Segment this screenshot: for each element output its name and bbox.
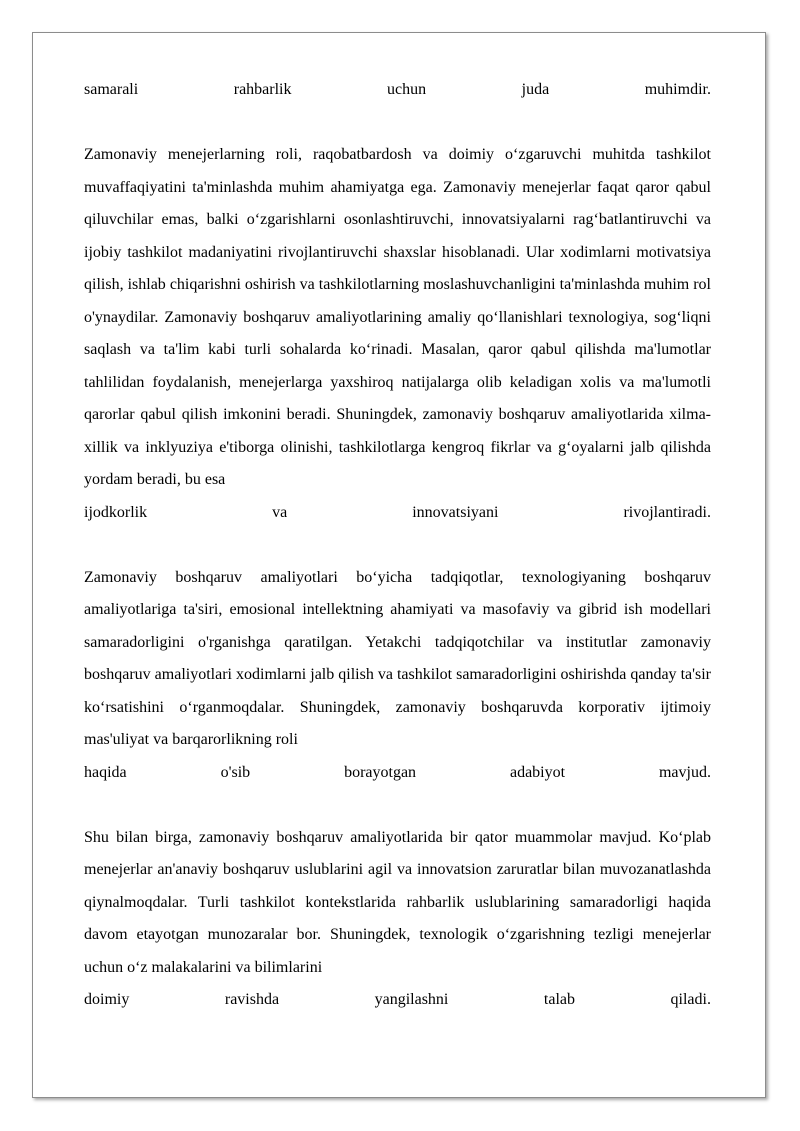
paragraph-challenges: Shu bilan birga, zamonaviy boshqaruv amaliyotlarida bir qator muammolar mavjud. Ko‘plab menejerlar an'anaviy boshqaruv uslublarini agil va innovatsion zaruratlar bilan muvozanatlashda qiynalmoqdalar. Turli tashkilot kontekstlarida rahbarlik uslublarining samaradorligi haqida davom etayotgan munozaralar bor. Shuningdek, texnologik o‘zgarishning tezligi menejerlar uchun o‘z malakalarini va bilimlarini	[84, 828, 711, 976]
word: rivojlantiradi.	[623, 503, 711, 521]
word: haqida	[84, 763, 127, 781]
word: doimiy	[84, 991, 130, 1008]
word: ravishda	[224, 991, 280, 1008]
word: uchun	[387, 81, 427, 98]
paragraph-challenges-last-line	[84, 984, 711, 1017]
word: va	[272, 503, 288, 521]
word: borayotgan	[344, 763, 417, 781]
document-body	[84, 74, 711, 1017]
paragraph-gap	[84, 529, 711, 562]
word: talab	[543, 991, 575, 1008]
word: qiladi.	[670, 991, 711, 1008]
paragraph-modern-managers: Zamonaviy menejerlarning roli, raqobatbardosh va doimiy o‘zgaruvchi muhitda tashkilot muvaffaqiyatini ta'minlashda muhim ahamiyatga ega. Zamonaviy menejerlar faqat qaror qabul qiluvchilar emas, balki o‘zgarishlarni osonlashtiruvchi, innovatsiyalarni rag‘batlantiruvchi va ijobiy tashkilot madaniyatini rivojlantiruvchi shaxslar hisoblanadi. Ular xodimlarni motivatsiya qilish, ishlab chiqarishni oshirish va tashkilotlarning moslashuvchanligini ta'minlashda muhim rol o'ynaydilar. Zamonaviy boshqaruv amaliyotlarining amaliy qo‘llanishlari texnologiya, sog‘liqni saqlash va ta'lim kabi turli sohalarda ko‘rinadi. Masalan, qaror qabul qilishda ma'lumotlar tahlilidan foydalanish, menejerlarga yaxshiroq natijalarga olib keladigan xolis va ma'lumotli qarorlar qabul qilish imkonini beradi. Shuningdek, zamonaviy boshqaruv amaliyotlarida xilma-xillik va inklyuziya e'tiborga olinishi, tashkilotlarga kengroq fikrlar va g‘oyalarni jalb qilishda yordam beradi, bu esa	[84, 146, 711, 488]
paragraph-research: Zamonaviy boshqaruv amaliyotlari bo‘yicha tadqiqotlar, texnologiyaning boshqaruv amaliyotlariga ta'siri, emosional intellektning ahamiyati va masofaviy va gibrid ish modellari samaradorligini o'rganishga qaratilgan. Yetakchi tadqiqotchilar va institutlar zamonaviy boshqaruv amaliyotlari xodimlarni jalb qilish va tashkilot samaradorligini oshirishda qanday ta'sir ko‘rsatishini o‘rganmoqdalar. Shuningdek, zamonaviy boshqaruvda korporativ ijtimoiy mas'uliyat va barqarorlikning roli	[84, 568, 711, 748]
word: juda	[521, 81, 550, 98]
word: innovatsiyani	[412, 503, 499, 521]
word: adabiyot	[509, 763, 566, 781]
intro-line	[84, 74, 711, 107]
paragraph-gap	[84, 107, 711, 140]
word: rahbarlik	[233, 81, 292, 98]
paragraph-gap	[84, 789, 711, 822]
word: mavjud.	[658, 763, 711, 781]
paragraph-modern-managers-last-line	[84, 497, 711, 530]
word: muhimdir.	[644, 81, 711, 98]
word: samarali	[84, 81, 139, 98]
word: yangilashni	[374, 991, 449, 1008]
word: ijodkorlik	[84, 503, 148, 521]
paragraph-research-last-line	[84, 757, 711, 790]
word: o'sib	[220, 763, 251, 781]
